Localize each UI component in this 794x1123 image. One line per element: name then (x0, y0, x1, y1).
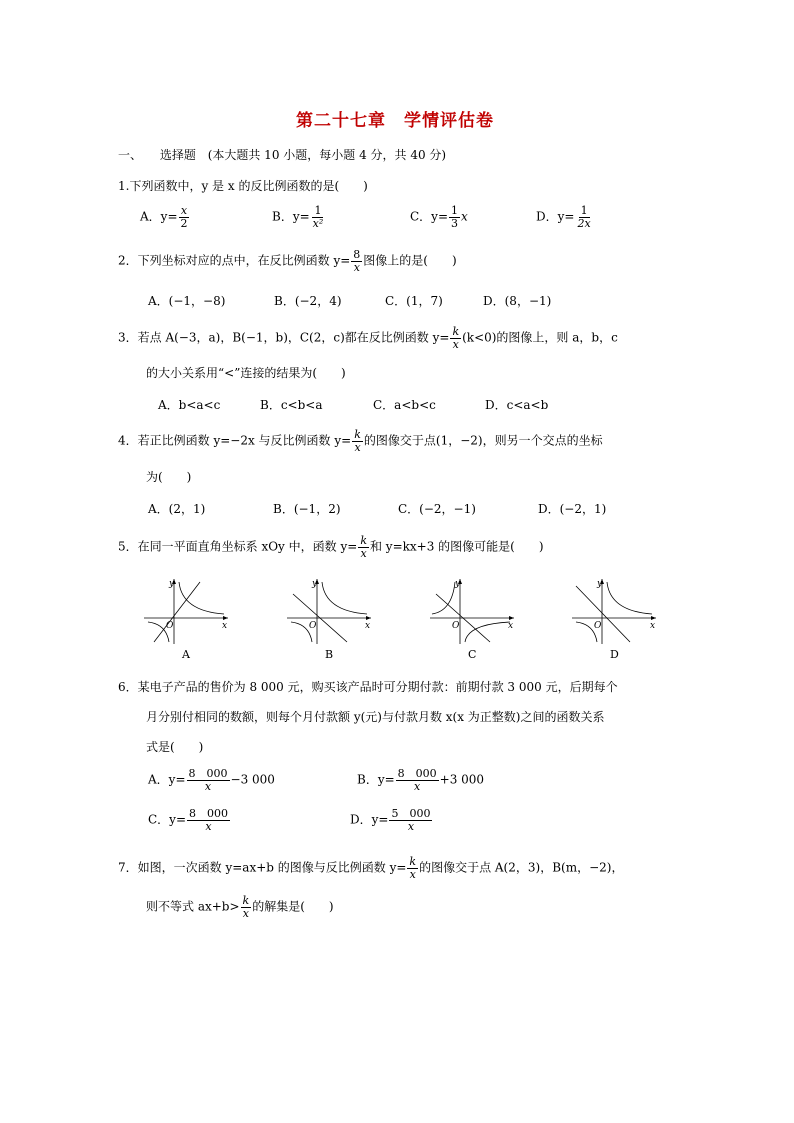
q1-option-d[interactable]: D．y= $\frac{1}{2x}$ (536, 204, 591, 230)
q2-option-c[interactable]: C．(1，7) (385, 294, 443, 308)
q1-option-c[interactable]: C．y= $\frac{1}{3}$ x (410, 204, 468, 230)
svg-text:y: y (455, 579, 461, 589)
q5-graph-d-label: D (610, 648, 619, 661)
svg-text:O: O (452, 621, 460, 631)
svg-text:x: x (508, 621, 514, 631)
question-3-line2: 的大小关系用“<”连接的结果为( ) (146, 366, 346, 380)
q6-option-a[interactable]: A．y= $\frac{8 000}{x}$ −3 000 (148, 767, 275, 793)
q5-graph-b[interactable] (285, 576, 375, 646)
question-4-line2: 为( ) (146, 470, 192, 484)
axis-x-label: x (222, 621, 228, 631)
q6-option-c[interactable]: C．y= $\frac{8 000}{x}$ (148, 807, 229, 833)
axis-y-label: y (169, 579, 175, 589)
question-6-line1: 6．某电子产品的售价为 8 000 元，购买该产品时可分期付款：前期付款 3 000 元，后期每个 (118, 680, 618, 694)
q4-option-d[interactable]: D．(−2，1) (538, 502, 607, 516)
q1-option-b[interactable]: B．y= $\frac{1}{\text{x²}}$ (272, 204, 324, 230)
q4-option-a[interactable]: A．(2，1) (148, 502, 206, 516)
svg-text:x: x (365, 621, 371, 631)
q4-option-b[interactable]: B．(−1，2) (273, 502, 341, 516)
q5-graph-a[interactable] (142, 576, 232, 646)
question-3-stem: 3．若点 A(−3，a)，B(−1，b)，C(2，c)都在反比例函数 y= $\frac{k}{x}$ (k<0)的图像上，则 a，b，c (118, 325, 618, 351)
origin-label: O (166, 621, 174, 631)
svg-text:y: y (597, 579, 603, 589)
question-2-stem: 2．下列坐标对应的点中，在反比例函数 y= $\frac{8}{x}$ 图像上的是( ) (118, 248, 457, 274)
q5-graph-c-label: C (468, 648, 477, 661)
q3-option-a[interactable]: A．b<a<c (158, 398, 221, 412)
q2-option-d[interactable]: D．(8，−1) (483, 294, 552, 308)
svg-text:O: O (309, 621, 317, 631)
svg-text:O: O (594, 621, 602, 631)
question-1-stem: 1.下列函数中，y 是 x 的反比例函数的是( ) (118, 179, 368, 193)
page-title: 第二十七章 学情评估卷 (296, 111, 494, 131)
question-5-stem: 5．在同一平面直角坐标系 xOy 中，函数 y= $\frac{k}{x}$ 和 y=kx+3 的图像可能是( ) (118, 534, 544, 560)
q2-option-a[interactable]: A．(−1，−8) (148, 294, 226, 308)
q5-graph-a-label: A (182, 648, 190, 661)
question-7-stem: 7．如图，一次函数 y=ax+b 的图像与反比例函数 y= $\frac{k}{x}$ 的图像交于点 A(2，3)，B(m，−2)， (118, 855, 624, 881)
question-7-line2: 则不等式 ax+b> $\frac{k}{x}$ 的解集是( ) (146, 894, 334, 920)
q3-option-c[interactable]: C．a<b<c (373, 398, 436, 412)
svg-text:y: y (312, 579, 318, 589)
q6-option-b[interactable]: B．y= $\frac{8 000}{x}$ +3 000 (357, 767, 485, 793)
q3-option-b[interactable]: B．c<b<a (260, 398, 323, 412)
question-6-line3: 式是( ) (146, 740, 204, 754)
svg-text:x: x (650, 621, 656, 631)
q1-option-a[interactable]: A．y= $\frac{x}{2}$ (140, 204, 188, 230)
question-6-line2: 月分别付相同的数额，则每个月付款额 y(元)与付款月数 x(x 为正整数)之间的函数关系 (146, 710, 605, 724)
q2-option-b[interactable]: B．(−2，4) (274, 294, 342, 308)
q3-option-d[interactable]: D．c<a<b (485, 398, 549, 412)
q5-graph-b-label: B (325, 648, 334, 661)
section-desc: (本大题共 10 小题，每小题 4 分，共 40 分) (207, 148, 447, 162)
q5-graph-c[interactable] (428, 576, 518, 646)
section-name: 选择题 (159, 148, 196, 162)
question-4-stem: 4．若正比例函数 y=−2x 与反比例函数 y= $\frac{k}{x}$ 的图像交于点(1，−2)，则另一个交点的坐标 (118, 428, 603, 454)
q4-option-c[interactable]: C．(−2，−1) (398, 502, 476, 516)
section-heading (118, 146, 446, 163)
q5-graph-d[interactable] (570, 576, 660, 646)
q6-option-d[interactable]: D．y= $\frac{5 000}{x}$ (350, 807, 431, 833)
section-number: 一、 (118, 148, 143, 162)
